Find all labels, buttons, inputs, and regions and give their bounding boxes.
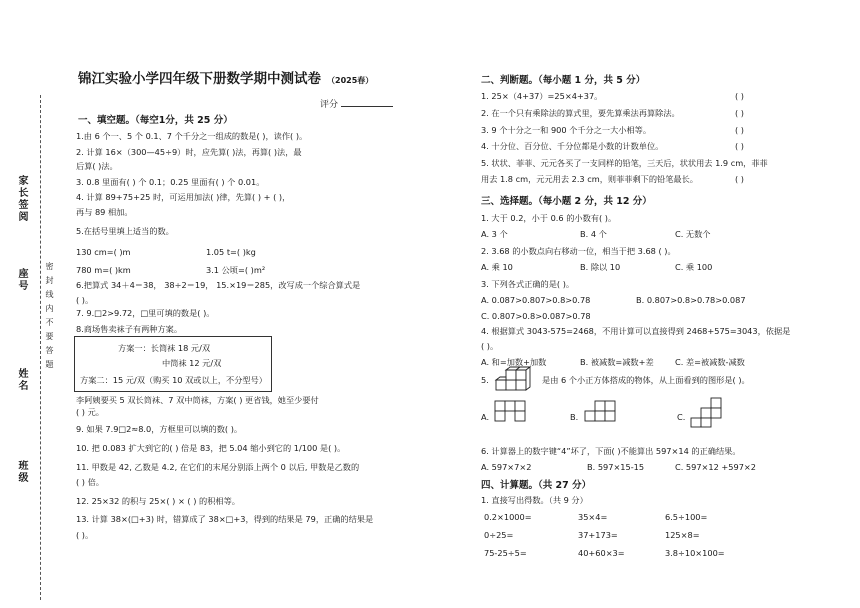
question-2-line1: 2. 计算 16×（300—45÷9）时，应先算( )法，再算( )法，最: [76, 147, 302, 157]
section-judge-title: 二、判断题。（每小题 1 分，共 5 分）: [481, 75, 646, 86]
class-label: 班级: [16, 460, 27, 484]
choice-4-opt-b: B. 被减数=减数+差: [580, 357, 654, 367]
choice-5-opt-a-figure: [494, 399, 538, 431]
question-10: 10. 把 0.083 扩大到它的( ) 倍是 83，把 5.04 缩小到它的 1/100 是( )。: [76, 443, 346, 453]
choice-5-number: 5.: [481, 375, 489, 385]
choice-2-opt-b: B. 除以 10: [580, 262, 621, 272]
judge-5-line1: 5. 状状、菲菲、元元各买了一支同样的铅笔，三天后，状状用去 1.9 cm，菲菲: [481, 158, 768, 168]
section-calc-title: 四、计算题。（共 27 分）: [481, 480, 592, 491]
choice-4-line2: ( )。: [481, 341, 499, 351]
question-8-ask-line1: 李阿姨要买 5 双长筒袜、7 双中筒袜，方案( ) 更省钱，她至少要付: [76, 395, 319, 405]
question-5-item1: 130 cm=( )m: [76, 247, 131, 257]
question-4-line1: 4. 计算 89+75+25 时，可运用加法( )律，先算( ) + ( )，: [76, 192, 291, 202]
choice-1-opt-a: A. 3 个: [481, 229, 508, 239]
question-9: 9. 如果 7.9□2≈8.0，方框里可以填的数( )。: [76, 424, 243, 434]
choice-6-opt-a: A. 597×7×2: [481, 462, 532, 472]
choice-5-opt-b-figure: [584, 399, 628, 431]
judge-2: 2. 在一个只有乘除法的算式里，要先算乘法再算除法。: [481, 108, 680, 118]
choice-1-opt-b: B. 4 个: [580, 229, 607, 239]
question-3: 3. 0.8 里面有( ) 个 0.1；0.25 里面有( ) 个 0.01。: [76, 177, 265, 187]
question-12: 12. 25×32 的积与 25×( ) × ( ) 的积相等。: [76, 496, 240, 506]
choice-5-opt-b-label: B.: [570, 412, 579, 422]
choice-2-opt-c: C. 乘 100: [675, 262, 713, 272]
calc-item: 6.5÷100=: [665, 512, 708, 522]
choice-5-opt-c-figure: [690, 396, 734, 428]
judge-2-paren: ( ): [735, 108, 744, 118]
choice-3-opt-a: A. 0.087>0.807>0.8>0.78: [481, 295, 591, 305]
choice-6-opt-b: B. 597×15-15: [587, 462, 645, 472]
plan-2: 方案二：15 元/双（购买 10 双或以上，不分型号）: [80, 375, 267, 385]
seat-no-label: 座号: [16, 268, 27, 292]
question-6-line1: 6.把算式 34＋4＝38， 38÷2＝19， 15.×19＝285，改写成一个综合算式是: [76, 280, 361, 290]
question-13-line1: 13. 计算 38×(□+3) 时，错算成了 38×□+3，得到的结果是 79，正确的结果是: [76, 514, 374, 524]
calc-item: 75-25÷5=: [484, 548, 527, 558]
binding-margin: [0, 0, 60, 608]
question-6-line2: ( )。: [76, 295, 94, 305]
choice-4-opt-a: A. 和=加数+加数: [481, 357, 547, 367]
question-5-item3: 780 m=( )km: [76, 265, 131, 275]
exam-title-text: 锦江实验小学四年级下册数学期中测试卷: [78, 71, 321, 87]
calc-item: 0.2×1000=: [484, 512, 532, 522]
section-fill-title: 一、填空题。（每空1分，共 25 分）: [78, 115, 233, 126]
judge-5-paren: ( ): [735, 174, 744, 184]
judge-1-paren: ( ): [735, 91, 744, 101]
question-1: 1.由 6 个一、5 个 0.1、7 个千分之一组成的数是( )，读作( )。: [76, 131, 308, 141]
question-7: 7. 9.□2>9.72，□里可填的数是( )。: [76, 308, 215, 318]
seal-line-text: 密封线内不要答题: [45, 262, 54, 374]
exam-term: （2025春）: [327, 76, 374, 85]
plan-1-mid: 中筒袜 12 元/双: [162, 358, 222, 368]
judge-3-paren: ( ): [735, 125, 744, 135]
calc-item: 35×4=: [578, 512, 608, 522]
choice-5-opt-c-label: C.: [677, 412, 686, 422]
exam-title: [78, 67, 373, 87]
choice-2: 2. 3.68 的小数点向右移动一位，相当于把 3.68 ( )。: [481, 246, 676, 256]
binding-dashed-line: [40, 95, 41, 600]
calc-item: 37+173=: [578, 530, 618, 540]
question-8: 8.商场售卖袜子有两种方案。: [76, 324, 183, 334]
choice-5-opt-a-label: A.: [481, 412, 490, 422]
score-blank[interactable]: [341, 106, 393, 107]
parent-sign-label: 家长签阅: [16, 175, 27, 223]
question-4-line2: 再与 89 相加。: [76, 207, 133, 217]
choice-3: 3. 下列各式正确的是( )。: [481, 279, 575, 289]
question-11-line1: 11. 甲数是 42, 乙数是 4.2, 在它们的末尾分别添上两个 0 以后, 甲数是乙数的: [76, 462, 360, 472]
choice-5: 是由 6 个小正方体搭成的物体，从上面看到的图形是( )。: [542, 375, 750, 385]
calc-item: 0÷25=: [484, 530, 514, 540]
score-field: [320, 97, 393, 110]
choice-2-opt-a: A. 乘 10: [481, 262, 513, 272]
judge-4-paren: ( ): [735, 141, 744, 151]
question-5: 5.在括号里填上适当的数。: [76, 226, 174, 236]
choice-4-opt-c: C. 差=被减数-减数: [675, 357, 745, 367]
question-5-item2: 1.05 t=( )kg: [206, 247, 256, 257]
question-11-line2: ( ) 倍。: [76, 477, 104, 487]
section-choice-title: 三、选择题。（每小题 2 分，共 12 分）: [481, 196, 652, 207]
choice-3-opt-b: B. 0.807>0.8>0.78>0.087: [636, 295, 746, 305]
judge-3: 3. 9 个十分之一和 900 个千分之一大小相等。: [481, 125, 652, 135]
choice-6: 6. 计算器上的数字键“4”坏了，下面( )不能算出 597×14 的正确结果。: [481, 446, 741, 456]
calc-item: 3.8÷10×100=: [665, 548, 725, 558]
judge-4: 4. 十分位、百分位、千分位都是小数的计数单位。: [481, 141, 664, 151]
choice-4-line1: 4. 根据算式 3043-575=2468，不用计算可以直接得到 2468+575=3043，依据是: [481, 326, 791, 336]
plan-1-long: 方案一：长筒袜 18 元/双: [118, 343, 211, 353]
question-5-item4: 3.1 公顷=( )m²: [206, 265, 266, 275]
choice-3-opt-c: C. 0.807>0.8>0.087>0.78: [481, 311, 591, 321]
question-2-line2: 后算( )法。: [76, 161, 118, 171]
name-label: 姓名: [16, 368, 27, 392]
calc-instruction: 1. 直接写出得数。（共 9 分）: [481, 495, 588, 505]
cube-stack-figure: [494, 366, 540, 394]
score-label: 评分: [320, 100, 339, 110]
calc-item: 40+60×3=: [578, 548, 625, 558]
choice-1-opt-c: C. 无数个: [675, 229, 711, 239]
judge-1: 1. 25×（4+37）=25×4+37。: [481, 91, 603, 101]
judge-5-line2: 用去 1.8 cm，元元用去 2.3 cm，则菲菲剩下的铅笔最长。: [481, 174, 698, 184]
choice-6-opt-c: C. 597×12 +597×2: [675, 462, 756, 472]
question-8-ask-line2: ( ) 元。: [76, 407, 104, 417]
choice-1: 1. 大于 0.2，小于 0.6 的小数有( )。: [481, 213, 617, 223]
calc-item: 125×8=: [665, 530, 700, 540]
question-13-line2: ( )。: [76, 530, 94, 540]
